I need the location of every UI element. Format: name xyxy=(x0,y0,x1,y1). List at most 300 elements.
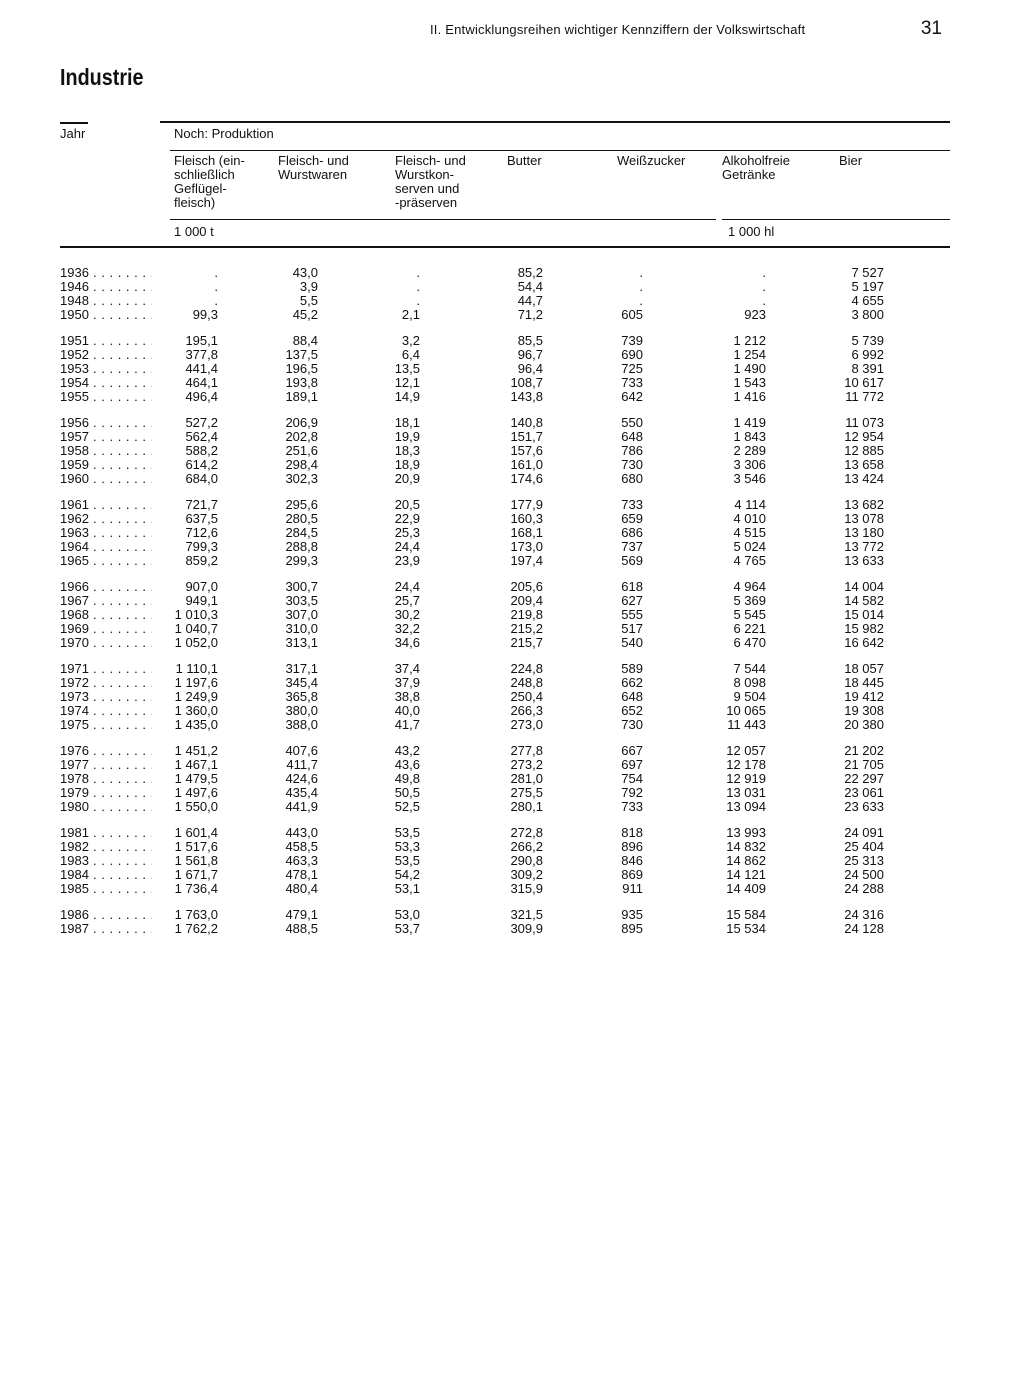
table-row xyxy=(0,580,1024,594)
year-cell: 1977 . . . xyxy=(60,758,152,772)
value-cell: 43,2 xyxy=(394,743,420,758)
value-cell: 680 xyxy=(621,471,643,486)
table-row xyxy=(0,800,1024,814)
table-row xyxy=(0,772,1024,786)
table-row xyxy=(0,280,1024,294)
value-cell: 273,2 xyxy=(510,757,543,772)
value-cell: 273,0 xyxy=(510,717,543,732)
value-cell: 53,3 xyxy=(394,839,420,854)
year-cell: 1976 . . . xyxy=(60,744,152,758)
value-cell: . xyxy=(639,265,643,280)
value-cell: 300,7 xyxy=(285,579,318,594)
value-cell: 5 739 xyxy=(851,333,884,348)
value-cell: 869 xyxy=(621,867,643,882)
table-row xyxy=(0,526,1024,540)
value-cell: 37,9 xyxy=(394,675,420,690)
table-row xyxy=(0,922,1024,936)
value-cell: 730 xyxy=(621,717,643,732)
value-cell: 206,9 xyxy=(285,415,318,430)
value-cell: 313,1 xyxy=(285,635,318,650)
year-group xyxy=(0,334,1024,404)
year-cell: 1982 . . . xyxy=(60,840,152,854)
value-cell: 8 391 xyxy=(851,361,884,376)
year-cell: 1961 . . . xyxy=(60,498,152,512)
value-cell: . xyxy=(762,279,766,294)
table-row xyxy=(0,758,1024,772)
table-row xyxy=(0,294,1024,308)
value-cell: 140,8 xyxy=(510,415,543,430)
value-cell: 19 412 xyxy=(844,689,884,704)
value-cell: 627 xyxy=(621,593,643,608)
value-cell: 555 xyxy=(621,607,643,622)
value-cell: 280,1 xyxy=(510,799,543,814)
year-cell: 1985 . . . xyxy=(60,882,152,896)
value-cell: . xyxy=(214,265,218,280)
page-number: 31 xyxy=(920,18,942,39)
value-cell: 24 128 xyxy=(844,921,884,936)
column-header-weisszucker: Weißzucker xyxy=(617,153,686,168)
value-cell: 1 249,9 xyxy=(174,689,218,704)
value-cell: 527,2 xyxy=(185,415,218,430)
value-cell: 71,2 xyxy=(517,307,543,322)
value-cell: 13 424 xyxy=(844,471,884,486)
value-cell: 309,9 xyxy=(510,921,543,936)
value-cell: 6 992 xyxy=(851,347,884,362)
value-cell: 43,6 xyxy=(394,757,420,772)
value-cell: 23 633 xyxy=(844,799,884,814)
value-cell: 3 546 xyxy=(733,471,766,486)
year-group xyxy=(0,266,1024,322)
value-cell: 24 316 xyxy=(844,907,884,922)
value-cell: 5 024 xyxy=(733,539,766,554)
column-header-butter: Butter xyxy=(507,153,542,168)
value-cell: 18,9 xyxy=(394,457,420,472)
table-row xyxy=(0,540,1024,554)
value-cell: 686 xyxy=(621,525,643,540)
year-cell: 1958 . . . xyxy=(60,444,152,458)
table-row xyxy=(0,826,1024,840)
value-cell: 3,2 xyxy=(401,333,420,348)
value-cell: 721,7 xyxy=(185,497,218,512)
value-cell: 309,2 xyxy=(510,867,543,882)
value-cell: 2 289 xyxy=(733,443,766,458)
value-cell: 295,6 xyxy=(285,497,318,512)
value-cell: 846 xyxy=(621,853,643,868)
value-cell: 18 445 xyxy=(844,675,884,690)
column-header-fleisch: Fleisch (ein- schließlich Geflügel- fleisch) xyxy=(174,153,245,210)
year-cell: 1983 . . . xyxy=(60,854,152,868)
value-cell: 53,5 xyxy=(394,825,420,840)
value-cell: 7 544 xyxy=(733,661,766,676)
value-cell: 266,2 xyxy=(510,839,543,854)
value-cell: 737 xyxy=(621,539,643,554)
value-cell: 1 467,1 xyxy=(174,757,218,772)
value-cell: 219,8 xyxy=(510,607,543,622)
value-cell: 786 xyxy=(621,443,643,458)
value-cell: 303,5 xyxy=(285,593,318,608)
year-cell: 1955 . . . xyxy=(60,390,152,404)
value-cell: 3 800 xyxy=(851,307,884,322)
value-cell: 143,8 xyxy=(510,389,543,404)
value-cell: 54,2 xyxy=(394,867,420,882)
value-cell: 10 065 xyxy=(726,703,766,718)
value-cell: 1 197,6 xyxy=(174,675,218,690)
value-cell: 1 736,4 xyxy=(174,881,218,896)
value-cell: 1 550,0 xyxy=(174,799,218,814)
value-cell: 288,8 xyxy=(285,539,318,554)
value-cell: 22,9 xyxy=(394,511,420,526)
value-cell: 1 490 xyxy=(733,361,766,376)
header-bottom-rule xyxy=(60,246,950,248)
value-cell: 907,0 xyxy=(185,579,218,594)
value-cell: 209,4 xyxy=(510,593,543,608)
value-cell: 45,2 xyxy=(292,307,318,322)
value-cell: 12 057 xyxy=(726,743,766,758)
value-cell: 310,0 xyxy=(285,621,318,636)
year-group xyxy=(0,744,1024,814)
value-cell: 4 114 xyxy=(734,497,766,512)
top-rule-main xyxy=(160,121,950,123)
value-cell: 1 561,8 xyxy=(174,853,218,868)
value-cell: 725 xyxy=(621,361,643,376)
value-cell: 173,0 xyxy=(510,539,543,554)
value-cell: . xyxy=(639,293,643,308)
value-cell: 251,6 xyxy=(285,443,318,458)
top-rule-stub xyxy=(60,122,88,124)
table-row xyxy=(0,868,1024,882)
table-row xyxy=(0,704,1024,718)
value-cell: 4 010 xyxy=(733,511,766,526)
unit-rule-left xyxy=(170,219,716,220)
value-cell: 1 419 xyxy=(733,415,766,430)
table-row xyxy=(0,458,1024,472)
value-cell: 684,0 xyxy=(185,471,218,486)
value-cell: 1 360,0 xyxy=(174,703,218,718)
value-cell: 5 369 xyxy=(733,593,766,608)
year-cell: 1970 . . . xyxy=(60,636,152,650)
year-cell: 1950 . . . xyxy=(60,308,152,322)
value-cell: 443,0 xyxy=(285,825,318,840)
value-cell: 1 052,0 xyxy=(174,635,218,650)
year-cell: 1980 . . . xyxy=(60,800,152,814)
unit-label-hectolitres: 1 000 hl xyxy=(728,224,775,239)
value-cell: 54,4 xyxy=(517,279,543,294)
table-row xyxy=(0,334,1024,348)
value-cell: 25 313 xyxy=(844,853,884,868)
stub-label-year: Jahr xyxy=(60,126,86,141)
data-table-body xyxy=(0,266,1024,948)
value-cell: 4 655 xyxy=(851,293,884,308)
value-cell: 40,0 xyxy=(394,703,420,718)
value-cell: 99,3 xyxy=(192,307,218,322)
value-cell: 424,6 xyxy=(285,771,318,786)
value-cell: 196,5 xyxy=(285,361,318,376)
value-cell: 15 014 xyxy=(844,607,884,622)
value-cell: 277,8 xyxy=(510,743,543,758)
value-cell: 478,1 xyxy=(285,867,318,882)
column-header-bier: Bier xyxy=(839,153,863,168)
value-cell: 441,4 xyxy=(185,361,218,376)
value-cell: 365,8 xyxy=(285,689,318,704)
value-cell: 284,5 xyxy=(285,525,318,540)
table-row xyxy=(0,594,1024,608)
year-cell: 1962 . . . xyxy=(60,512,152,526)
value-cell: 1 601,4 xyxy=(174,825,218,840)
value-cell: 18,1 xyxy=(394,415,420,430)
value-cell: 1 843 xyxy=(733,429,766,444)
year-cell: 1987 . . . xyxy=(60,922,152,936)
value-cell: 11 073 xyxy=(845,415,884,430)
value-cell: 18 057 xyxy=(844,661,884,676)
value-cell: 20,9 xyxy=(394,471,420,486)
value-cell: 3,9 xyxy=(299,279,318,294)
value-cell: 108,7 xyxy=(510,375,543,390)
table-row xyxy=(0,512,1024,526)
year-cell: 1952 . . . xyxy=(60,348,152,362)
value-cell: 7 527 xyxy=(851,265,884,280)
value-cell: . xyxy=(416,279,420,294)
value-cell: 1 479,5 xyxy=(174,771,218,786)
value-cell: 24 091 xyxy=(844,825,884,840)
value-cell: 730 xyxy=(621,457,643,472)
value-cell: 248,8 xyxy=(510,675,543,690)
value-cell: 53,5 xyxy=(394,853,420,868)
value-cell: 53,1 xyxy=(394,881,420,896)
value-cell: 20,5 xyxy=(394,497,420,512)
year-group xyxy=(0,498,1024,568)
value-cell: 307,0 xyxy=(285,607,318,622)
year-cell: 1966 . . . xyxy=(60,580,152,594)
value-cell: 290,8 xyxy=(510,853,543,868)
value-cell: 193,8 xyxy=(285,375,318,390)
value-cell: . xyxy=(416,293,420,308)
value-cell: 667 xyxy=(621,743,643,758)
value-cell: 44,7 xyxy=(517,293,543,308)
value-cell: 896 xyxy=(621,839,643,854)
value-cell: 2,1 xyxy=(401,307,420,322)
value-cell: 712,6 xyxy=(185,525,218,540)
value-cell: 174,6 xyxy=(510,471,543,486)
value-cell: 1 517,6 xyxy=(174,839,218,854)
table-row xyxy=(0,376,1024,390)
value-cell: 14 004 xyxy=(844,579,884,594)
value-cell: 168,1 xyxy=(510,525,543,540)
value-cell: 733 xyxy=(621,799,643,814)
year-cell: 1981 . . . xyxy=(60,826,152,840)
section-title: Industrie xyxy=(60,64,144,90)
year-group xyxy=(0,826,1024,896)
value-cell: 380,0 xyxy=(285,703,318,718)
value-cell: 88,4 xyxy=(292,333,318,348)
year-cell: 1968 . . . xyxy=(60,608,152,622)
value-cell: 161,0 xyxy=(510,457,543,472)
value-cell: 407,6 xyxy=(285,743,318,758)
value-cell: 22 297 xyxy=(844,771,884,786)
value-cell: 280,5 xyxy=(285,511,318,526)
value-cell: 949,1 xyxy=(185,593,218,608)
value-cell: 480,4 xyxy=(285,881,318,896)
value-cell: 13 993 xyxy=(726,825,766,840)
value-cell: 818 xyxy=(621,825,643,840)
table-row xyxy=(0,908,1024,922)
table-row xyxy=(0,608,1024,622)
year-cell: 1978 . . . xyxy=(60,772,152,786)
year-cell: 1953 . . . xyxy=(60,362,152,376)
year-group xyxy=(0,662,1024,732)
year-group xyxy=(0,580,1024,650)
value-cell: 496,4 xyxy=(185,389,218,404)
value-cell: 517 xyxy=(621,621,643,636)
value-cell: . xyxy=(762,293,766,308)
value-cell: 32,2 xyxy=(394,621,420,636)
year-cell: 1960 . . . xyxy=(60,472,152,486)
table-row xyxy=(0,308,1024,322)
value-cell: 13 633 xyxy=(844,553,884,568)
value-cell: 321,5 xyxy=(510,907,543,922)
value-cell: 464,1 xyxy=(185,375,218,390)
value-cell: 588,2 xyxy=(185,443,218,458)
value-cell: 177,9 xyxy=(510,497,543,512)
value-cell: 25 404 xyxy=(844,839,884,854)
value-cell: 137,5 xyxy=(285,347,318,362)
value-cell: 25,7 xyxy=(394,593,420,608)
year-cell: 1984 . . . xyxy=(60,868,152,882)
value-cell: 96,4 xyxy=(517,361,543,376)
value-cell: 1 435,0 xyxy=(174,717,218,732)
year-cell: 1946 . . . xyxy=(60,280,152,294)
value-cell: 275,5 xyxy=(510,785,543,800)
value-cell: 662 xyxy=(621,675,643,690)
table-row xyxy=(0,362,1024,376)
table-row xyxy=(0,498,1024,512)
value-cell: 12,1 xyxy=(394,375,420,390)
value-cell: 302,3 xyxy=(285,471,318,486)
value-cell: 739 xyxy=(621,333,643,348)
value-cell: 224,8 xyxy=(510,661,543,676)
value-cell: 85,5 xyxy=(517,333,543,348)
value-cell: 463,3 xyxy=(285,853,318,868)
value-cell: . xyxy=(214,279,218,294)
value-cell: 441,9 xyxy=(285,799,318,814)
year-cell: 1965 . . . xyxy=(60,554,152,568)
value-cell: 488,5 xyxy=(285,921,318,936)
value-cell: 1 416 xyxy=(733,389,766,404)
value-cell: 1 497,6 xyxy=(174,785,218,800)
value-cell: 1 763,0 xyxy=(174,907,218,922)
value-cell: 589 xyxy=(621,661,643,676)
year-cell: 1969 . . . xyxy=(60,622,152,636)
value-cell: 859,2 xyxy=(185,553,218,568)
value-cell: 642 xyxy=(621,389,643,404)
year-cell: 1956 . . . xyxy=(60,416,152,430)
running-head: II. Entwicklungsreihen wichtiger Kennziffern der Volkswirtschaft xyxy=(430,22,806,37)
value-cell: 14,9 xyxy=(394,389,420,404)
value-cell: 96,7 xyxy=(517,347,543,362)
value-cell: 315,9 xyxy=(510,881,543,896)
year-cell: 1951 . . . xyxy=(60,334,152,348)
value-cell: 1 762,2 xyxy=(174,921,218,936)
value-cell: 345,4 xyxy=(285,675,318,690)
value-cell: 1 040,7 xyxy=(174,621,218,636)
value-cell: 21 202 xyxy=(844,743,884,758)
value-cell: 266,3 xyxy=(510,703,543,718)
value-cell: 13 031 xyxy=(726,785,766,800)
year-cell: 1954 . . . xyxy=(60,376,152,390)
value-cell: 19 308 xyxy=(844,703,884,718)
value-cell: 6,4 xyxy=(401,347,420,362)
value-cell: 614,2 xyxy=(185,457,218,472)
value-cell: 9 504 xyxy=(733,689,766,704)
value-cell: 317,1 xyxy=(285,661,318,676)
value-cell: 37,4 xyxy=(394,661,420,676)
value-cell: 550 xyxy=(621,415,643,430)
value-cell: 13 094 xyxy=(726,799,766,814)
value-cell: 13 658 xyxy=(844,457,884,472)
table-row xyxy=(0,444,1024,458)
value-cell: 13 078 xyxy=(844,511,884,526)
year-cell: 1936 . . . xyxy=(60,266,152,280)
value-cell: 4 765 xyxy=(733,553,766,568)
value-cell: 13,5 xyxy=(394,361,420,376)
table-row xyxy=(0,744,1024,758)
value-cell: 733 xyxy=(621,497,643,512)
value-cell: 14 409 xyxy=(726,881,766,896)
value-cell: 14 832 xyxy=(726,839,766,854)
unit-rule-right xyxy=(722,219,950,220)
value-cell: 799,3 xyxy=(185,539,218,554)
value-cell: 52,5 xyxy=(394,799,420,814)
value-cell: 215,2 xyxy=(510,621,543,636)
value-cell: 157,6 xyxy=(510,443,543,458)
value-cell: 38,8 xyxy=(394,689,420,704)
value-cell: 53,7 xyxy=(394,921,420,936)
value-cell: 3 306 xyxy=(733,457,766,472)
value-cell: 10 617 xyxy=(844,375,884,390)
value-cell: 18,3 xyxy=(394,443,420,458)
value-cell: 41,7 xyxy=(394,717,420,732)
value-cell: 11 772 xyxy=(845,389,884,404)
year-cell: 1979 . . . xyxy=(60,786,152,800)
value-cell: 53,0 xyxy=(394,907,420,922)
value-cell: 12 178 xyxy=(726,757,766,772)
value-cell: 13 772 xyxy=(844,539,884,554)
group-label-production: Noch: Produktion xyxy=(174,126,274,141)
value-cell: 14 582 xyxy=(844,593,884,608)
value-cell: 5,5 xyxy=(299,293,318,308)
value-cell: 43,0 xyxy=(292,265,318,280)
table-row xyxy=(0,390,1024,404)
value-cell: 8 098 xyxy=(733,675,766,690)
year-cell: 1973 . . . xyxy=(60,690,152,704)
value-cell: 923 xyxy=(744,307,766,322)
value-cell: 160,3 xyxy=(510,511,543,526)
value-cell: 202,8 xyxy=(285,429,318,444)
value-cell: 34,6 xyxy=(394,635,420,650)
table-row xyxy=(0,348,1024,362)
value-cell: 911 xyxy=(622,881,643,896)
value-cell: 659 xyxy=(621,511,643,526)
value-cell: 13 180 xyxy=(844,525,884,540)
table-row xyxy=(0,416,1024,430)
year-group xyxy=(0,416,1024,486)
value-cell: 24 500 xyxy=(844,867,884,882)
year-cell: 1971 . . . xyxy=(60,662,152,676)
column-header-alkoholfreie-getraenke: Alkoholfreie Getränke xyxy=(722,153,790,182)
value-cell: 388,0 xyxy=(285,717,318,732)
unit-label-tonnes: 1 000 t xyxy=(174,224,214,239)
value-cell: 24,4 xyxy=(394,539,420,554)
value-cell: 648 xyxy=(621,429,643,444)
